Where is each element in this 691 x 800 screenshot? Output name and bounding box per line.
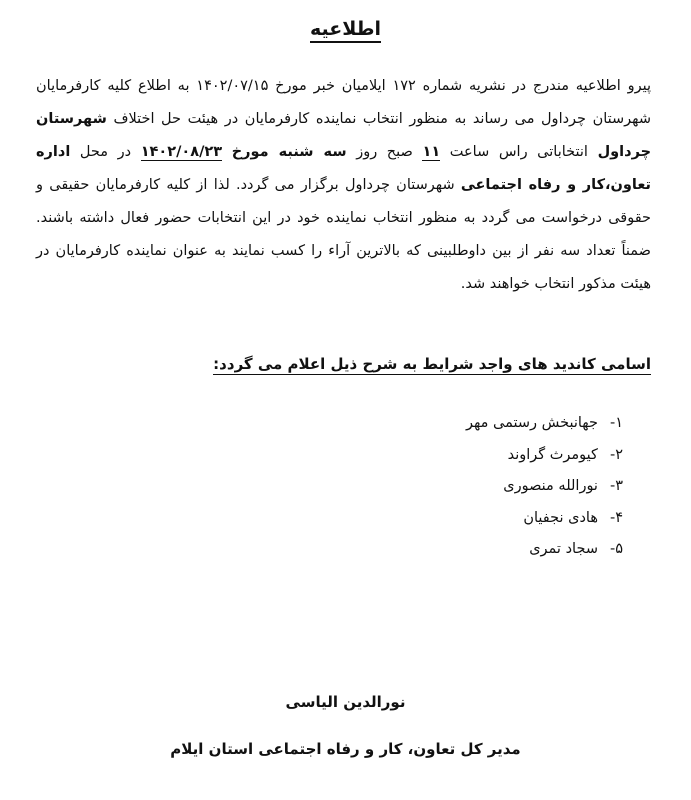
paragraph-part-4: در محل (79, 144, 132, 160)
list-item-number: ۴- (609, 509, 623, 526)
signatory-name: نورالدین الیاسی (285, 693, 406, 711)
candidates-heading (213, 355, 651, 373)
list-item-name: نورالله منصوری (503, 478, 598, 494)
paragraph-office: اداره تعاون،کار و رفاه اجتماعی (36, 144, 652, 193)
paragraph-date: ۱۴۰۲/۰۸/۲۳ (140, 144, 223, 160)
list-item-number: ۱- (609, 415, 623, 431)
list-item-name: سجاد تمری (529, 541, 598, 557)
list-item-number: ۵- (609, 541, 623, 557)
paragraph-weekday: سه شنبه مورخ (231, 144, 347, 160)
list-item-number: ۳- (609, 478, 623, 494)
notice-paragraph (36, 70, 651, 301)
paragraph-city: شهرستان چرداول (36, 111, 652, 160)
notice-title (0, 18, 691, 40)
list-item (466, 440, 623, 472)
paragraph-part-5: شهرستان چرداول برگزار می گردد. لذا از کلیه کارفرمایان حقیقی و حقوقی درخواست می گردد به منظور انتخاب نماینده خود در این انتخابات حضور فعال داشته باشند. ضمناً تعداد سه نفر از بین داوطلبینی که بالاترین آراء را کسب نمایند به عنوان نماینده کارفرمایان در هیئت مذکور انتخاب خواهند شد. (36, 177, 651, 292)
list-item-number: ۲- (609, 446, 623, 463)
paragraph-part-3: صبح روز (356, 144, 413, 160)
signatory-title: مدیر کل تعاون، کار و رفاه اجتماعی استان ایلام (170, 740, 521, 758)
candidates-list (466, 408, 623, 566)
list-item (466, 534, 623, 566)
paragraph-hour: ۱۱ (422, 144, 441, 160)
list-item-name: کیومرث گراوند (507, 446, 598, 463)
paragraph-part-1: پیرو اطلاعیه مندرج در نشریه شماره ۱۷۲ ایلامیان خبر مورخ ۱۴۰۲/۰۷/۱۵ به اطلاع کلیه کارفرمایان شهرستان چرداول می رساند به منظور انتخاب نماینده کارفرمایان در هیئت حل اختلاف (36, 78, 652, 127)
list-item (466, 408, 623, 440)
list-item-name: جهانبخش رستمی مهر (465, 415, 598, 431)
list-item (466, 503, 623, 535)
candidates-heading-text: اسامی کاندید های واجد شرایط به شرح ذیل اعلام می گردد: (213, 355, 651, 373)
notice-title-text: اطلاعیه (310, 18, 381, 43)
list-item (466, 471, 623, 503)
paragraph-part-2: انتخاباتی راس ساعت (449, 144, 588, 160)
list-item-name: هادی نجفیان (523, 509, 598, 526)
